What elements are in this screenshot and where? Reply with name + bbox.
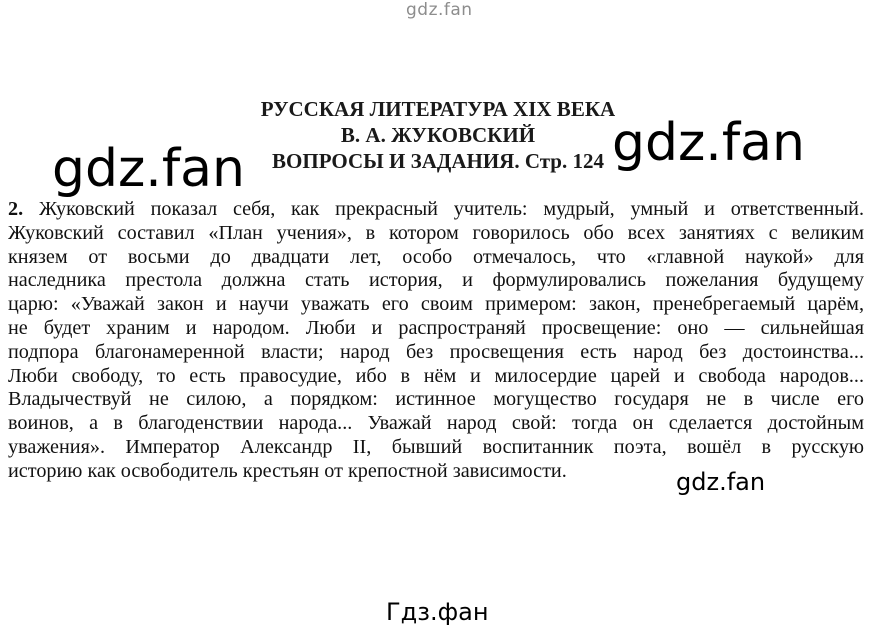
answer-line: подпора благонамеренной власти; народ без просвещения есть народ без достоинства... <box>8 340 864 363</box>
answer-line: царю: «Уважай закон и научи уважать его своим примером: закон, пренебрегаемый царём, <box>8 293 864 316</box>
answer-line: Люби свободу, то есть правосудие, ибо в нём и милосердие царей и свобода народов... <box>8 364 864 387</box>
watermark-top: gdz.fan <box>406 0 473 20</box>
answer-text <box>8 198 864 484</box>
heading-line-1: РУССКАЯ ЛИТЕРАТУРА XIX ВЕКА <box>260 97 616 121</box>
watermark-bottom: Гдз.фан <box>386 598 489 626</box>
answer-line: уважения». Император Александр II, бывший воспитанник поэта, вошёл в русскую <box>8 435 864 458</box>
answer-number: 2. <box>8 198 24 220</box>
answer-line: Жуковский составил «План учения», в котором говорилось обо всех занятиях с великим <box>8 221 864 244</box>
answer-line: князем от восьми до двадцати лет, особо отмечалось, что «главной наукой» для <box>8 245 864 268</box>
answer-line: 2. Жуковский показал себя, как прекрасный учитель: мудрый, умный и ответственный. <box>8 198 864 220</box>
answer-line: историю как освободитель крестьян от крепостной зависимости. <box>8 459 567 482</box>
watermark-large-left: gdz.fan <box>52 139 245 199</box>
answer-line: Владычествуй не силою, а порядком: истинное могущество государя не в числе его <box>8 388 864 411</box>
answer-line: воинов, а в благоденствии народа... Уважай народ свой: тогда он сделается достойным <box>8 412 864 435</box>
watermark-mid-right: gdz.fan <box>676 468 766 496</box>
watermark-large-right: gdz.fan <box>612 113 805 173</box>
answer-line: наследника престола должна стать история, и формулировались пожелания будущему <box>8 269 864 292</box>
heading-line-3: ВОПРОСЫ И ЗАДАНИЯ. Стр. 124 <box>272 149 604 173</box>
answer-line: не будет храним и народом. Люби и распространяй просвещение: оно — сильнейшая <box>8 316 864 339</box>
heading-line-2: В. А. ЖУКОВСКИЙ <box>340 123 536 147</box>
